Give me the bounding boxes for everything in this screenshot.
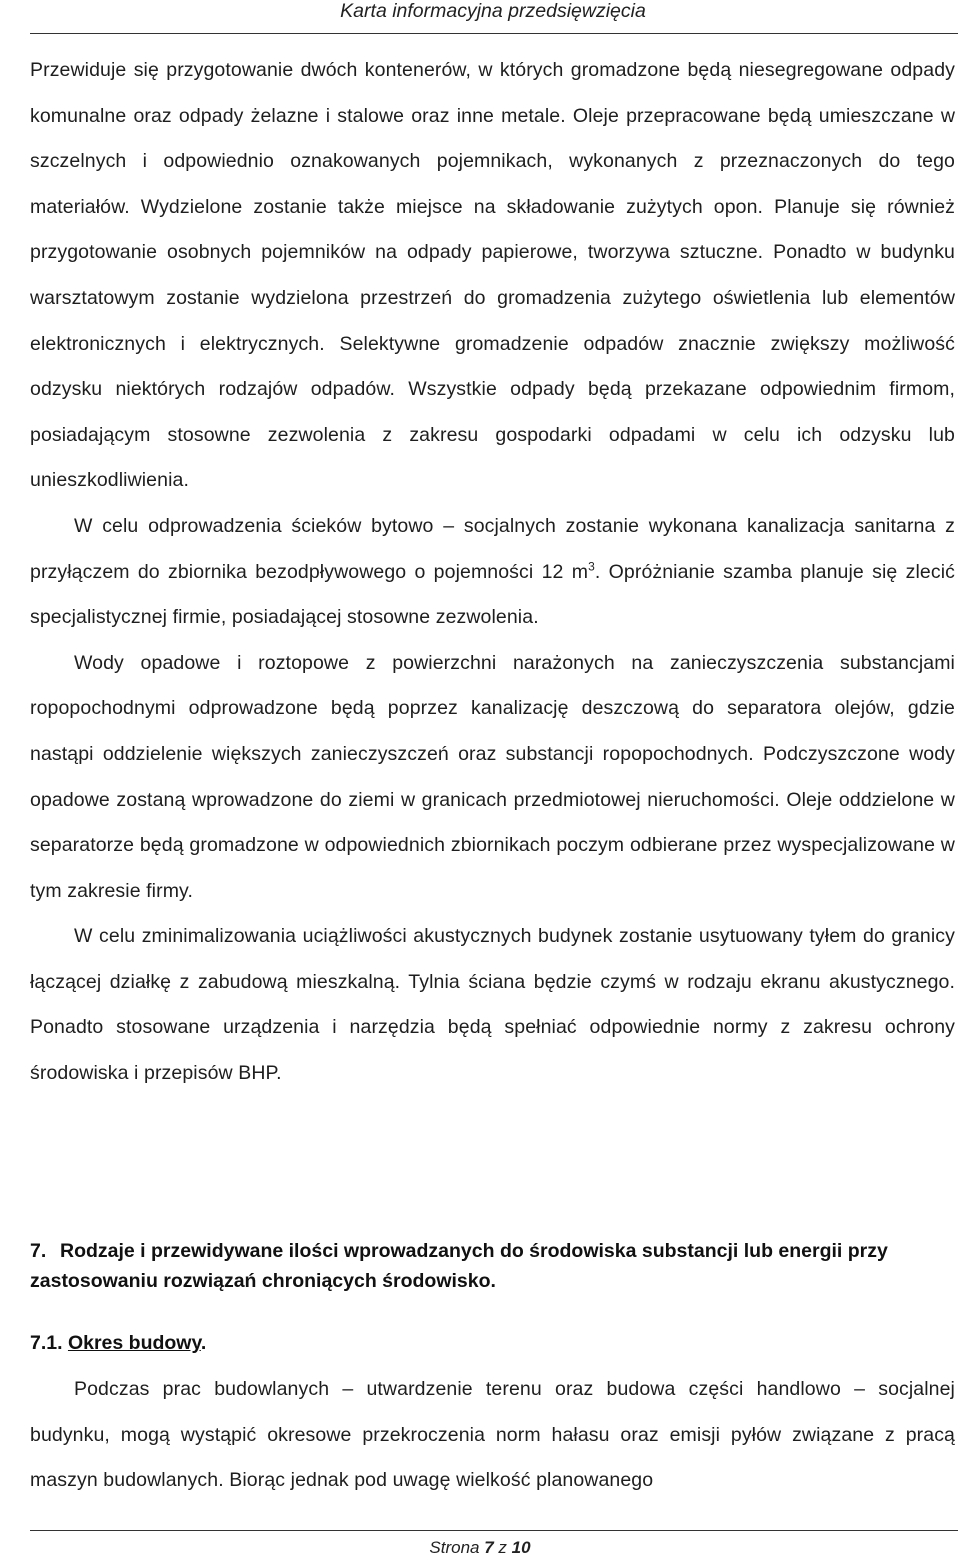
footer-page-number: 7	[484, 1538, 494, 1557]
paragraph-waste: Przewiduje się przygotowanie dwóch kontenerów, w których gromadzone będą niesegregowane odpady komunalne oraz odpady żelazne i stalowe oraz inne metale. Oleje przepracowane będą umieszczane w szczelnych i odpowiednio oznakowanych pojemnikach, wykonanych z przeznaczonych do tego materiałów. Wydzielone zostanie także miejsce na składowanie zużytych opon. Planuje się również przygotowanie osobnych pojemników na odpady papierowe, tworzywa sztuczne. Ponadto w budynku warsztatowym zostanie wydzielona przestrzeń do gromadzenia zużytego oświetlenia lub elementów elektronicznych i elektrycznych. Selektywne gromadzenie odpadów znacznie zwiększy możliwość odzysku niektórych rodzajów odpadów. Wszystkie odpady będą przekazane odpowiednim firmom, posiadającym stosowne zezwolenia z zakresu gospodarki odpadami w celu ich odzysku lub unieszkodliwienia.	[30, 59, 955, 492]
header-title: Karta informacyjna przedsięwzięcia	[340, 0, 646, 22]
section-7-title: Rodzaje i przewidywane ilości wprowadzanych do środowiska substancji lub energii przy zastosowaniu rozwiązań chroniących środowisko.	[30, 1240, 888, 1292]
page-footer	[0, 1538, 960, 1558]
paragraph-sewage-text-end: . Opróżnianie szamba planuje się zlecić specjalistycznej firmie, posiadającej stosowne zezwolenia.	[30, 560, 955, 629]
paragraph-acoustic: W celu zminimalizowania uciążliwości akustycznych budynek zostanie usytuowany tyłem do granicy łączącej działkę z zabudową mieszkalną. Tylnia ściana będzie czymś w rodzaju ekranu akustycznego. Ponadto stosowane urządzenia i narzędzia będą spełniać odpowiednie normy z zakresu ochrony środowiska i przepisów BHP.	[30, 925, 955, 1085]
page-header	[0, 0, 960, 36]
section-7-1-body	[30, 1367, 955, 1504]
section-7-number: 7.	[30, 1240, 47, 1262]
section-7-1-heading	[30, 1328, 206, 1358]
footer-rule	[30, 1530, 958, 1531]
header-rule	[30, 33, 958, 34]
section-7-heading	[30, 1236, 955, 1296]
superscript-cubic: 3	[588, 559, 595, 574]
paragraph-sewage	[30, 504, 955, 641]
section-7-1-number: 7.1.	[30, 1332, 63, 1354]
document-body	[30, 48, 955, 1097]
section-7-1-dot: .	[200, 1332, 207, 1354]
paragraph-rainwater: Wody opadowe i roztopowe z powierzchni narażonych na zanieczyszczenia substancjami ropopochodnymi odprowadzone będą poprzez kanalizację deszczową do separatora olejów, gdzie nastąpi oddzielenie większych zanieczyszczeń oraz substancji ropopochodnych. Podczyszczone wody opadowe zostaną wprowadzone do ziemi w granicach przedmiotowej nieruchomości. Oleje oddzielone w separatorze będą gromadzone w odpowiednich zbiornikach poczym odbierane przez wyspecjalizowane w tym zakresie firmy.	[30, 651, 955, 902]
footer-page-total: 10	[511, 1538, 531, 1557]
paragraph-sewage-text: W celu odprowadzenia ścieków bytowo – socjalnych zostanie wykonana kanalizacja sanitarna z przyłączem do zbiornika bezodpływowego o pojemności 12 m	[30, 514, 955, 583]
footer-prefix: Strona	[429, 1538, 485, 1557]
section-7-1-title: Okres budowy	[67, 1332, 201, 1354]
paragraph-construction: Podczas prac budowlanych – utwardzenie terenu oraz budowa części handlowo – socjalnej budynku, mogą wystąpić okresowe przekroczenia norm hałasu oraz emisji pyłów związane z pracą maszyn budowlanych. Biorąc jednak pod uwagę wielkość planowanego	[30, 1378, 955, 1492]
footer-middle: z	[493, 1538, 512, 1557]
